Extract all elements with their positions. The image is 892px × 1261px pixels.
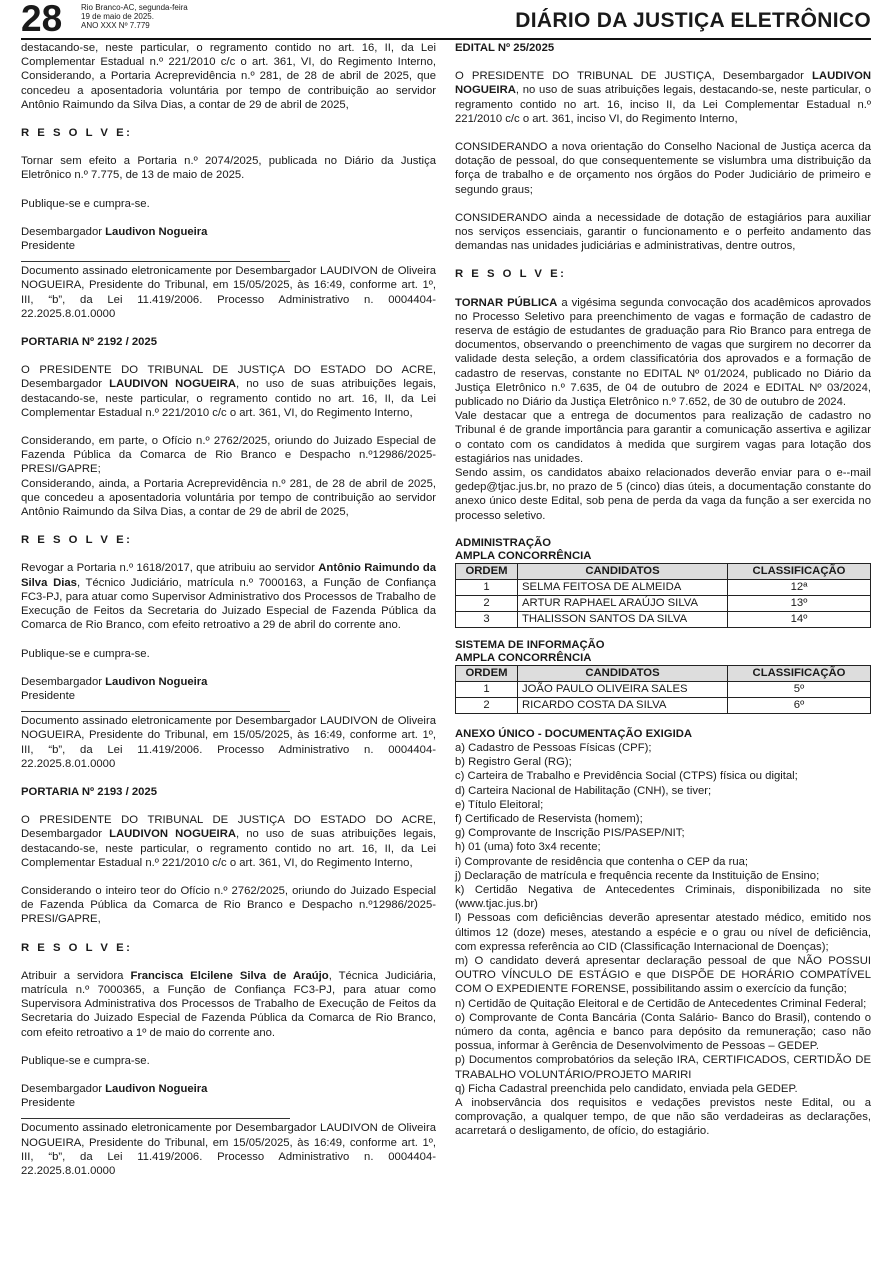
signature-bold-name: Laudivon Nogueira (105, 1082, 208, 1095)
signature-name (21, 675, 436, 689)
intro-paragraph: destacando-se, neste particular, o regramento contido no art. 16, II, da Lei Complementar Estadual n.º 221/2010 c/c o art. 361, VI, do Regimento Interno, Considerando, a Portaria Acreprevidência n.º 281, de 28 de abril de 2025, que concedeu a aposentadoria voluntária por tempo de contribuição ao servidor Antônio Raimundo da Silva Dias, a contar de 29 de abril de 2025, (21, 42, 436, 111)
portaria-2192-considerando-1: Considerando, em parte, o Ofício n.º 2762/2025, oriundo do Juizado Especial de Fazenda Pública da Comarca de Rio Branco e Despacho n.º12986/2025-PRESI/GAPRE; (21, 435, 436, 476)
signature-divider (21, 261, 290, 262)
col-ordem: ORDEM (456, 563, 518, 579)
electronic-signature-note: Documento assinado eletronicamente por Desembargador LAUDIVON de Oliveira NOGUEIRA, Presidente do Tribunal, em 15/05/2025, às 16:49, conforme art. 1º, III, “b”, da Lei 11.419/2006. Processo Administrativo n. 0004404-22.2025.8.01.0000 (21, 265, 436, 320)
table-row (456, 681, 871, 697)
journal-title: DIÁRIO DA JUSTIÇA ELETRÔNICO (515, 9, 871, 32)
tornar-publica-bold: TORNAR PÚBLICA (455, 296, 558, 309)
signature-prefix: Desembargador (21, 675, 103, 688)
revogar-bold-name: Antônio Raimundo da Silva Dias (21, 562, 436, 589)
cell-candidato: THALISSON SANTOS DA SILVA (518, 611, 728, 627)
list-item: l) Pessoas com deficiências deverão apresentar atestado médico, emitido nos últimos 12 (doze) meses, atestando a espécie e o grau ou nível de deficiência, com expressa referência ao CID (Classificação Internacional de Doenças); (455, 912, 871, 953)
list-item: q) Ficha Cadastral preenchida pelo candidato, enviada pela GEDEP. (455, 1082, 798, 1095)
anexo-title: ANEXO ÚNICO - DOCUMENTAÇÃO EXIGIDA (455, 727, 693, 740)
cell-ordem: 1 (456, 579, 518, 595)
revogar-text-rest: , Técnico Judiciário, matrícula n.º 7000163, a Função de Confiança FC3-PJ, para atuar como Supervisor Administrativo dos Processos de Trabalho de Execução de Feitos da Secretaria do Juizado Especial de Fazenda Pública da Comarca de Rio Branco, com efeito retroativo a 29 de abril do corrente ano. (21, 576, 436, 632)
cell-classificacao: 12ª (728, 579, 871, 595)
col-classificacao: CLASSIFICAÇÃO (728, 665, 871, 681)
table-row (456, 595, 871, 611)
signature-role: Presidente (21, 689, 76, 702)
table-header-row (456, 665, 871, 681)
portaria-2193-atribuir (21, 969, 436, 1040)
si-area-title: SISTEMA DE INFORMAÇÃO (455, 638, 605, 651)
considerando-estagiarios: CONSIDERANDO ainda a necessidade de dotação de estagiários para auxiliar nos serviços essenciais, garantir o funcionamento e o perfeito andamento das demandas nas unidades judiciárias e administrativas, dentre outros, (455, 211, 871, 253)
list-item: e) Título Eleitoral; (455, 798, 544, 811)
portaria-2192-revogar (21, 561, 436, 632)
cell-candidato: JOÃO PAULO OLIVEIRA SALES (518, 681, 728, 697)
list-item: h) 01 (uma) foto 3x4 recente; (455, 841, 601, 854)
portaria-2193-title: PORTARIA Nº 2193 / 2025 (21, 785, 157, 798)
cell-ordem: 2 (456, 595, 518, 611)
edital-intro (455, 69, 871, 126)
resolve-heading: R E S O L V E: (21, 941, 133, 954)
tornar-publica-text: a vigésima segunda convocação dos acadêmicos aprovados no Processo Seletivo para preenchimento de vagas e formação de cadastro de reserva de estágio de estudantes de graduação para Rio Branco para entrega de documentos, observando o preenchimento de vagas que surgirem no decorrer da validade desta seleção, a ordem classificatória dos aprovados e a formação de cadastro de reservas, constante no EDITAL Nº 01/2024, publicado no Diário da Justiça Eletrônico n.º 7.635, de 04 de outubro de 2024 e EDITAL Nº 03/2024, publicado no Diário da Justiça Eletrônico n.º 7.652, de 30 de outubro de 2024. (455, 296, 872, 409)
portaria-2192-title: PORTARIA Nº 2192 / 2025 (21, 336, 157, 349)
signature-block (21, 225, 436, 253)
table-row (456, 697, 871, 713)
adm-candidates-table (455, 563, 871, 628)
cell-ordem: 1 (456, 681, 518, 697)
cell-ordem: 2 (456, 697, 518, 713)
signature-bold-name: Laudivon Nogueira (105, 225, 208, 238)
electronic-signature-note: Documento assinado eletronicamente por Desembargador LAUDIVON de Oliveira NOGUEIRA, Presidente do Tribunal, em 15/05/2025, às 16:49, conforme art. 1º, III, “b”, da Lei 11.419/2006. Processo Administrativo n. 0004404-22.2025.8.01.0000 (21, 715, 436, 770)
atribuir-bold-name: Francisca Elcilene Silva de Araújo (130, 969, 329, 982)
list-item: k) Certidão Negativa de Antecedentes Criminais, disponibilizada no site (www.tjac.jus.br) (455, 883, 871, 911)
sendo-assim-paragraph: Sendo assim, os candidatos abaixo relacionados deverão enviar para o e--mail gedep@tjac.jus.br, no prazo de 5 (cinco) dias úteis, a documentação constante do anexo único deste Edital, sob pena de perda da vaga da função a ser exercida no processo seletivo. (455, 467, 871, 522)
cell-candidato: ARTUR RAPHAEL ARAÚJO SILVA (518, 595, 728, 611)
table-row (456, 579, 871, 595)
publique-text: Publique-se e cumpra-se. (21, 647, 150, 660)
cell-classificacao: 5º (728, 681, 871, 697)
si-candidates-table (455, 665, 871, 714)
intro-text-rest: , no uso de suas atribuições legais, destacando-se, neste particular, o regramento contido no art. 16, II, da Lei Complementar Estadual n.º 221/2010 c/c o art. 361, VI, do Regimento Interno, (21, 828, 436, 869)
vale-destacar-paragraph: Vale destacar que a entrega de documentos para realização de cadastro no Tribunal é de grande importância para garantir a comunicação assertiva e agilizar o contato com os candidatos à medida que surgirem vagas para lotação dos estagiários nas unidades. (455, 410, 871, 465)
intro-text: O PRESIDENTE DO TRIBUNAL DE JUSTIÇA DO ESTADO DO ACRE, Desembargador (21, 364, 436, 391)
intro-bold-name: LAUDIVON NOGUEIRA (109, 828, 237, 841)
col-ordem: ORDEM (456, 665, 518, 681)
header-date: 19 de maio de 2025. (81, 12, 154, 22)
list-item: a) Cadastro de Pessoas Físicas (CPF); (455, 741, 652, 754)
intro-bold-name: LAUDIVON NOGUEIRA (109, 378, 237, 391)
electronic-signature-note: Documento assinado eletronicamente por Desembargador LAUDIVON de Oliveira NOGUEIRA, Presidente do Tribunal, em 15/05/2025, às 16:49, conforme art. 1º, III, “b”, da Lei 11.419/2006. Processo Administrativo n. 0004404-22.2025.8.01.0000 (21, 1122, 436, 1177)
inobservancia-paragraph: A inobservância dos requisitos e vedações previstos neste Edital, ou a comprovação, a qualquer tempo, de que não são verdadeiras as declarações, acarretará o desligamento, de ofício, do estagiário. (455, 1096, 871, 1138)
cell-classificacao: 13º (728, 595, 871, 611)
portaria-2192-intro (21, 363, 436, 420)
signature-divider (21, 711, 290, 712)
revogar-text: Revogar a Portaria n.º 1618/2017, que atribuiu ao servidor (21, 562, 315, 575)
list-item: d) Carteira Nacional de Habilitação (CNH), se tiver; (455, 784, 712, 797)
col-classificacao: CLASSIFICAÇÃO (728, 563, 871, 579)
signature-prefix: Desembargador (21, 1082, 103, 1095)
right-column (455, 41, 871, 1153)
signature-role: Presidente (21, 1097, 76, 1110)
signature-block (21, 1082, 436, 1110)
list-item: o) Comprovante de Conta Bancária (Conta Salário- Banco do Brasil), contendo o número da conta, agência e banco para depósito da remuneração; caso não possua, informar à Gerência de Desenvolvimento de Pessoas – GEDEP. (455, 1011, 871, 1053)
header-edition: ANO XXX Nº 7.779 (81, 21, 150, 31)
list-item: b) Registro Geral (RG); (455, 756, 572, 769)
header-location: Rio Branco-AC, segunda-feira (81, 3, 188, 12)
cell-classificacao: 6º (728, 697, 871, 713)
anexo-list (455, 741, 871, 1096)
list-item: m) O candidato deverá apresentar declaração pessoal de que NÃO POSSUI OUTRO VÍNCULO DE ESTÁGIO e que DISPÕE DE HORÁRIO COMPATÍVEL COM O EXPEDIENTE FORENSE, possibilitando assim o exercício da função; (455, 954, 871, 996)
edital-intro-bold-name: LAUDIVON NOGUEIRA (455, 70, 872, 97)
publique-text: Publique-se e cumpra-se. (21, 1054, 150, 1067)
list-item: n) Certidão de Quitação Eleitoral e de Certidão de Antecedentes Criminal Federal; (455, 997, 867, 1010)
adm-concorrencia: AMPLA CONCORRÊNCIA (455, 549, 592, 562)
edital-intro-text-rest: , no uso de suas atribuições legais, destacando-se, neste particular, o regramento contido no art. 16, inciso II, da Lei Complementar Estadual n.º 221/2010 c/c o art. 361, inciso VI, do Regimento Interno, (455, 84, 871, 125)
col-candidatos: CANDIDATOS (518, 563, 728, 579)
header-meta (81, 3, 188, 31)
resolve-heading: R E S O L V E: (455, 268, 567, 281)
resolve-heading: R E S O L V E: (21, 127, 133, 140)
intro-text: O PRESIDENTE DO TRIBUNAL DE JUSTIÇA DO ESTADO DO ACRE, Desembargador (21, 814, 436, 841)
signature-bold-name: Laudivon Nogueira (105, 675, 208, 688)
resolve-heading: R E S O L V E: (21, 534, 133, 547)
left-column (21, 41, 436, 1192)
edital-title: EDITAL Nº 25/2025 (455, 42, 555, 54)
publique-text: Publique-se e cumpra-se. (21, 197, 150, 210)
tornar-publica-paragraph (455, 296, 871, 410)
atribuir-text: Atribuir a servidora (21, 969, 124, 982)
list-item: c) Carteira de Trabalho e Previdência Social (CTPS) física ou digital; (455, 770, 798, 783)
considerando-cnj: CONSIDERANDO a nova orientação do Conselho Nacional de Justiça acerca da dotação de pessoal, do que consequentemente se vislumbra uma distribuição da força de trabalho e de orçamento nos órgãos do Poder Judiciário de primeiro e segundo graus; (455, 141, 871, 196)
portaria-2193-intro (21, 813, 436, 870)
signature-role: Presidente (21, 240, 76, 253)
page-header (21, 0, 871, 40)
edital-intro-text: O PRESIDENTE DO TRIBUNAL DE JUSTIÇA, Desembargador (455, 70, 804, 83)
list-item: i) Comprovante de residência que contenha o CEP da rua; (455, 855, 749, 868)
list-item: p) Documentos comprobatórios da seleção IRA, CERTIFICADOS, CERTIDÃO DE TRABALHO VOLUNTÁRIO/PROJETO MARIRI (455, 1054, 871, 1081)
tornar-sem-efeito-paragraph: Tornar sem efeito a Portaria n.º 2074/2025, publicada no Diário da Justiça Eletrônico n.º 7.775, de 13 de maio de 2025. (21, 155, 436, 182)
cell-classificacao: 14º (728, 611, 871, 627)
table-row (456, 611, 871, 627)
si-concorrencia: AMPLA CONCORRÊNCIA (455, 651, 592, 664)
portaria-2193-considerando: Considerando o inteiro teor do Ofício n.º 2762/2025, oriundo do Juizado Especial de Fazenda Pública da Comarca de Rio Branco e Despacho n.º12986/2025- PRESI/GAPRE, (21, 884, 436, 926)
list-item: f) Certificado de Reservista (homem); (455, 812, 643, 825)
cell-candidato: RICARDO COSTA DA SILVA (518, 697, 728, 713)
signature-prefix: Desembargador (21, 225, 103, 238)
signature-divider (21, 1118, 290, 1119)
cell-ordem: 3 (456, 611, 518, 627)
portaria-2192-considerando-2: Considerando, ainda, a Portaria Acreprevidência n.º 281, de 28 de abril de 2025, que concedeu a aposentadoria voluntária por tempo de contribuição ao servidor Antônio Raimundo da Silva Dias, a contar de 29 de abril de 2025, (21, 477, 436, 519)
table-header-row (456, 563, 871, 579)
page-number: 28 (21, 0, 63, 39)
col-candidatos: CANDIDATOS (518, 665, 728, 681)
signature-name (21, 225, 436, 239)
cell-candidato: SELMA FEITOSA DE ALMEIDA (518, 579, 728, 595)
list-item: j) Declaração de matrícula e frequência recente da Instituição de Ensino; (455, 869, 820, 882)
signature-name (21, 1082, 436, 1096)
signature-block (21, 675, 436, 703)
intro-text-rest: , no uso de suas atribuições legais, destacando-se, neste particular, o regramento contido no art. 16, II, da Lei Complementar Estadual n.º 221/2010 c/c o art. 361, VI, do Regimento Interno, (21, 378, 436, 419)
list-item: g) Comprovante de Inscrição PIS/PASEP/NIT; (455, 827, 685, 840)
adm-area-title: ADMINISTRAÇÃO (455, 536, 552, 549)
atribuir-text-rest: , Técnica Judiciária, matrícula n.º 7000365, a Função de Confiança FC3-PJ, para atuar como Supervisora Administrativa dos Processos de Trabalho de Execução de Feitos da Secretaria do Juizado Especial de Fazenda Pública da Comarca de Rio Branco, com efeito retroativo a 1º de maio do corrente ano. (21, 969, 436, 1039)
